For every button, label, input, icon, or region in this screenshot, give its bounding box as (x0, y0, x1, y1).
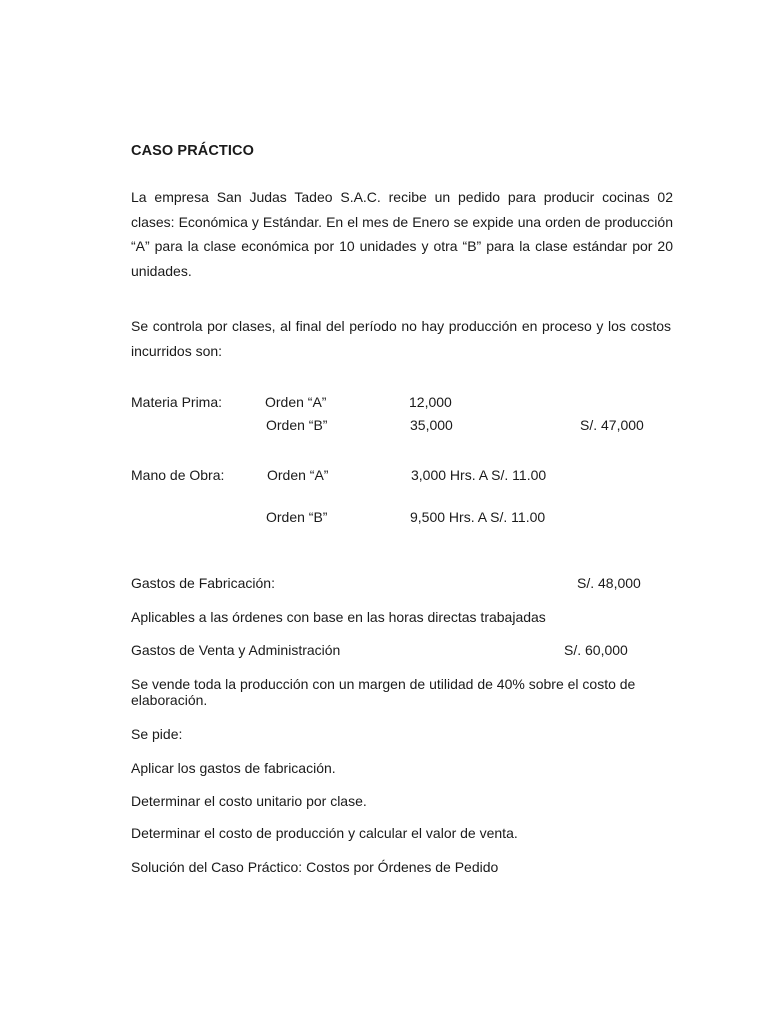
materia-prima-total: S/. 47,000 (580, 417, 644, 433)
materia-prima-orden-b-label: Orden “B” (266, 417, 328, 433)
gastos-venta-label: Gastos de Venta y Administración (131, 642, 341, 658)
gastos-fabricacion-label: Gastos de Fabricación: (131, 575, 275, 591)
intro-paragraph: La empresa San Judas Tadeo S.A.C. recibe un pedido para producir cocinas 02 clases: Económica y Estándar. En el mes de Enero se expide una orden de producción “A” para la clase económica por 10 unidades y otra “B” para la clase estándar por 20 unidades. (131, 189, 673, 279)
solucion-heading: Solución del Caso Práctico: Costos por Órdenes de Pedido (131, 859, 499, 875)
venta-paragraph: Se vende toda la producción con un margen de utilidad de 40% sobre el costo de elaboración. (131, 676, 636, 708)
materia-prima-orden-b-value: 35,000 (410, 417, 453, 433)
document-title: CASO PRÁCTICO (131, 143, 254, 159)
mano-de-obra-orden-b-label: Orden “B” (266, 509, 328, 525)
control-paragraph: Se controla por clases, al final del período no hay producción en proceso y los costos incurridos son: (131, 318, 671, 359)
task-item-3: Determinar el costo de producción y calcular el valor de venta. (131, 825, 518, 841)
task-item-1: Aplicar los gastos de fabricación. (131, 760, 336, 776)
materia-prima-orden-a-label: Orden “A” (265, 394, 327, 410)
se-pide-label: Se pide: (131, 726, 183, 742)
materia-prima-label: Materia Prima: (131, 394, 223, 410)
mano-de-obra-orden-a-value: 3,000 Hrs. A S/. 11.00 (411, 467, 547, 483)
gastos-venta-value: S/. 60,000 (564, 642, 628, 658)
materia-prima-orden-a-value: 12,000 (409, 394, 452, 410)
mano-de-obra-orden-b-value: 9,500 Hrs. A S/. 11.00 (410, 509, 546, 525)
mano-de-obra-orden-a-label: Orden “A” (267, 467, 329, 483)
task-item-2: Determinar el costo unitario por clase. (131, 793, 367, 809)
aplicables-text: Aplicables a las órdenes con base en las horas directas trabajadas (131, 609, 546, 625)
gastos-fabricacion-value: S/. 48,000 (577, 575, 641, 591)
mano-de-obra-label: Mano de Obra: (131, 467, 225, 483)
